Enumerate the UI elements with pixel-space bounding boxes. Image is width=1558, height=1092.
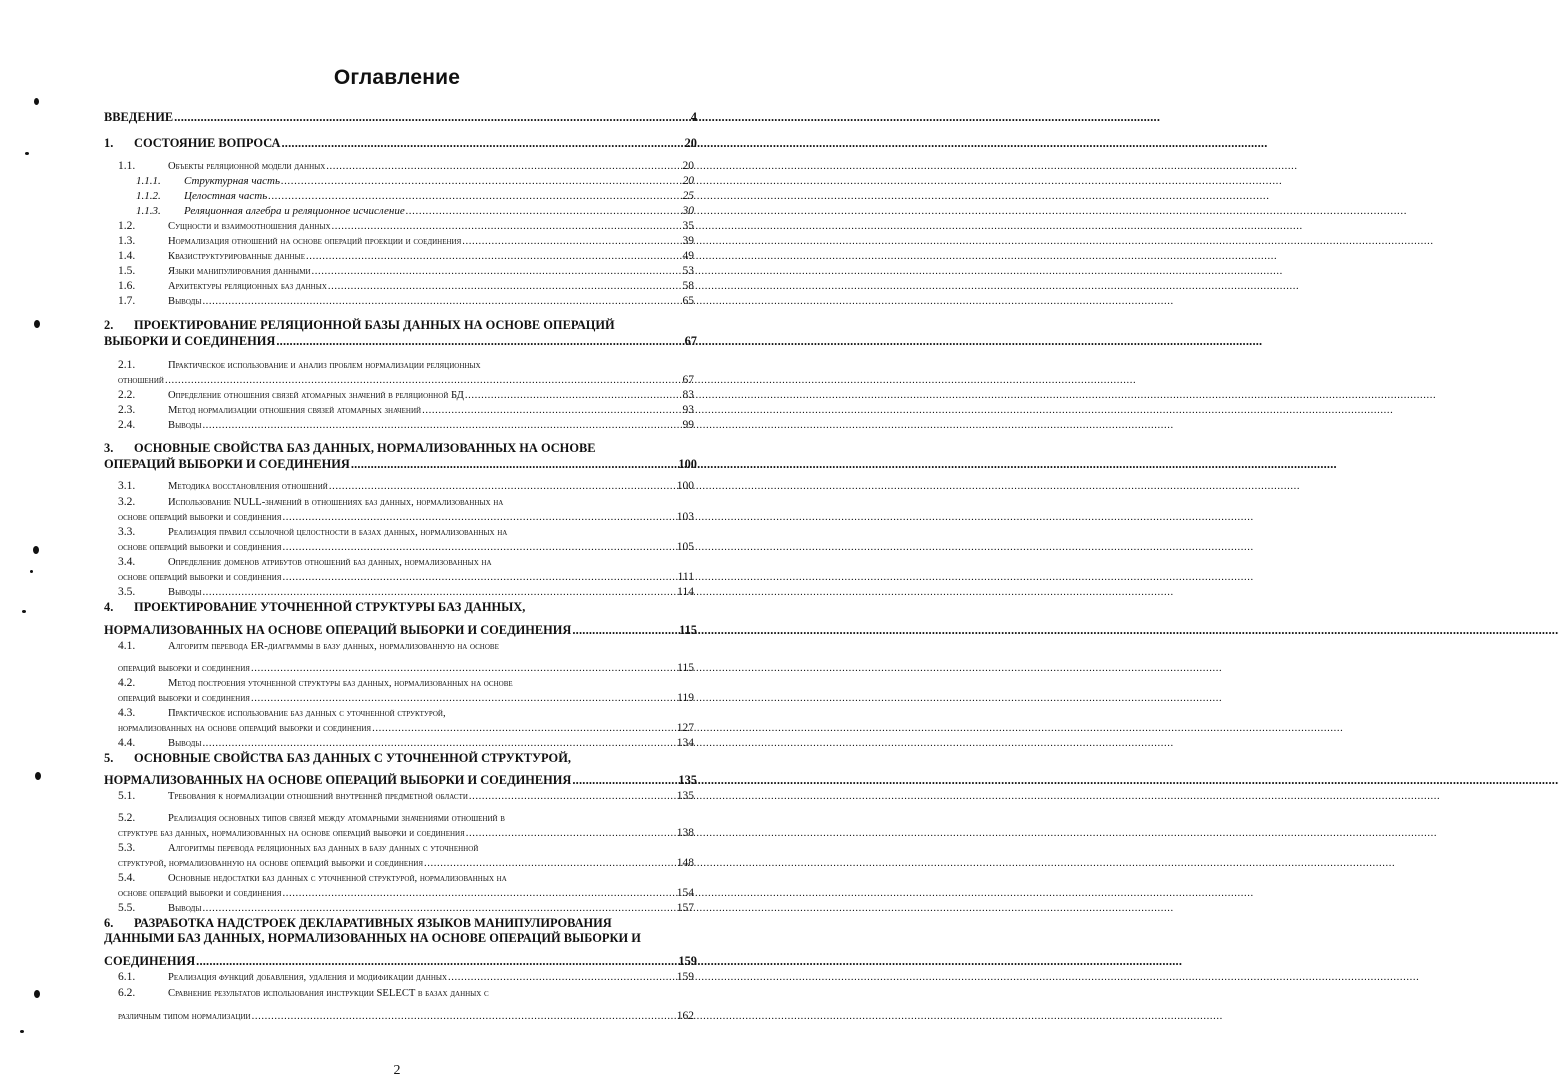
toc-number: 6.1.	[118, 971, 136, 983]
toc-title: Алгоритм перевода ER-диаграммы в базу данных, нормализованную на основе	[168, 641, 499, 652]
toc-number: 1.3.	[118, 235, 136, 247]
toc-chapter-line	[104, 623, 697, 638]
toc-page-number: 111	[677, 571, 694, 583]
toc-title: ВВЕДЕНИЕ	[104, 110, 174, 124]
toc-number: 1.1.1.	[136, 175, 161, 187]
toc-title: ОПЕРАЦИЙ ВЫБОРКИ И СОЕДИНЕНИЯ	[104, 457, 350, 471]
dot-leader	[201, 736, 675, 751]
toc-title: СОСТОЯНИЕ ВОПРОСА	[134, 136, 281, 150]
toc-title: Сущности и взаимоотношения данных	[168, 221, 331, 232]
toc-section-line	[118, 901, 694, 916]
toc-number: 3.5.	[118, 586, 136, 598]
toc-number: 3.3.	[118, 526, 136, 538]
toc-number: 2.	[104, 318, 114, 332]
toc-page-number: 134	[676, 737, 694, 749]
toc-section-line	[118, 676, 694, 691]
toc-section-line	[118, 159, 694, 174]
toc-number: 2.1.	[118, 359, 136, 371]
toc-chapter-line	[104, 318, 697, 333]
toc-section-line	[118, 294, 694, 309]
dot-leader	[421, 403, 681, 418]
toc-number: 5.3.	[118, 842, 136, 854]
toc-section-line	[118, 856, 694, 871]
toc-page-number: 93	[682, 404, 694, 416]
dot-leader	[281, 136, 684, 151]
toc-page-number: 135	[676, 790, 694, 802]
toc-title: основе операций выборки и соединения	[118, 572, 282, 583]
toc-page-number: 135	[678, 773, 697, 787]
toc-chapter-line	[104, 931, 697, 946]
toc-page-number: 20	[682, 175, 694, 187]
dot-leader	[350, 457, 678, 472]
toc-title: операций выборки и соединения	[118, 693, 250, 704]
toc-number: 3.	[104, 441, 114, 455]
toc-chapter-line	[104, 773, 697, 788]
toc-number: 5.2.	[118, 812, 136, 824]
toc-number: 2.3.	[118, 404, 136, 416]
dot-leader	[280, 174, 682, 189]
toc-page-number: 65	[682, 295, 694, 307]
toc-subsection-line	[136, 174, 694, 189]
toc-title: Использование NULL-значений в отношениях баз данных, нормализованных на	[168, 497, 504, 508]
dot-leader	[325, 159, 681, 174]
toc-title: структуре баз данных, нормализованных на основе операций выборки и соединения	[118, 828, 465, 839]
toc-page-number: 159	[676, 971, 694, 983]
toc-title: Структурная часть	[184, 175, 280, 187]
toc-title: Реализация правил ссылочной целостности в базах данных, нормализованных на	[168, 527, 508, 538]
toc-section-line	[118, 279, 694, 294]
toc-page-number: 103	[676, 511, 694, 523]
toc-page-number: 39	[682, 235, 694, 247]
toc-title: ДАННЫМИ БАЗ ДАННЫХ, НОРМАЛИЗОВАННЫХ НА ОСНОВЕ ОПЕРАЦИЙ ВЫБОРКИ И	[104, 931, 641, 945]
dot-leader	[331, 219, 682, 234]
toc-subsection-line	[136, 189, 694, 204]
toc-page-number: 53	[682, 265, 694, 277]
toc-number: 6.	[104, 916, 114, 930]
toc-page-number: 159	[678, 954, 697, 968]
toc-chapter-line	[104, 110, 697, 125]
toc-title: нормализованных на основе операций выборки и соединения	[118, 723, 372, 734]
toc-page-number: 127	[676, 722, 694, 734]
toc-title: Архитектуры реляционных баз данных	[168, 281, 327, 292]
scan-speck	[22, 610, 26, 613]
toc-section-line	[118, 555, 694, 570]
toc-title: Определение доменов атрибутов отношений баз данных, нормализованных на	[168, 557, 492, 568]
toc-page-number: 154	[676, 887, 694, 899]
toc-page-number: 83	[682, 389, 694, 401]
scan-speck	[33, 546, 39, 554]
dot-leader	[328, 479, 676, 494]
toc-title: отношений	[118, 375, 164, 386]
toc-number: 4.	[104, 600, 114, 614]
toc-section-line	[118, 886, 694, 901]
toc-section-line	[118, 219, 694, 234]
toc-section-line	[118, 841, 694, 856]
dot-leader	[281, 540, 675, 555]
toc-title: РАЗРАБОТКА НАДСТРОЕК ДЕКЛАРАТИВНЫХ ЯЗЫКОВ МАНИПУЛИРОВАНИЯ	[134, 916, 612, 930]
dot-leader	[251, 1009, 676, 1024]
toc-title: основе операций выборки и соединения	[118, 888, 282, 899]
toc-chapter-line	[104, 441, 697, 456]
toc-section-line	[118, 358, 694, 373]
toc-title: Выводы	[168, 420, 202, 431]
dot-leader	[571, 623, 678, 638]
toc-page-number: 115	[677, 662, 694, 674]
toc-page-number: 119	[677, 692, 694, 704]
toc-section-line	[118, 736, 694, 751]
scan-speck	[35, 772, 41, 780]
toc-number: 4.4.	[118, 737, 136, 749]
toc-title: Метод построения уточненной структуры баз данных, нормализованных на основе	[168, 678, 513, 689]
toc-section-line	[118, 249, 694, 264]
scan-speck	[30, 570, 33, 573]
toc-page-number: 138	[676, 827, 694, 839]
toc-section-line	[118, 871, 694, 886]
scan-speck	[34, 98, 39, 105]
toc-number: 4.3.	[118, 707, 136, 719]
toc-section-line	[118, 721, 694, 736]
toc-title: СОЕДИНЕНИЯ	[104, 954, 196, 968]
dot-leader	[201, 585, 676, 600]
toc-page-number: 100	[678, 457, 697, 471]
toc-title: Выводы	[168, 587, 202, 598]
toc-number: 5.5.	[118, 902, 136, 914]
toc-number: 1.1.3.	[136, 205, 161, 217]
toc-page-number: 25	[682, 190, 694, 202]
toc-title: ВЫБОРКИ И СОЕДИНЕНИЯ	[104, 334, 276, 348]
toc-title: Нормализация отношений на основе операций проекции и соединения	[168, 236, 462, 247]
toc-title: Алгоритмы перевода реляционных баз данных в базу данных с уточненной	[168, 843, 479, 854]
dot-leader	[281, 886, 675, 901]
page-number: 2	[393, 1063, 401, 1078]
dot-leader	[201, 294, 681, 309]
dot-leader	[468, 789, 676, 804]
toc-number: 1.1.2.	[136, 190, 161, 202]
toc-section-line	[118, 479, 694, 494]
toc-page-number: 67	[682, 374, 694, 386]
dot-leader	[173, 110, 690, 125]
dot-leader	[461, 234, 681, 249]
dot-leader	[571, 773, 677, 788]
toc-chapter-line	[104, 751, 697, 766]
toc-page-number: 35	[682, 220, 694, 232]
dot-leader	[275, 334, 683, 349]
toc-page-number: 58	[682, 280, 694, 292]
toc-title: ОСНОВНЫЕ СВОЙСТВА БАЗ ДАННЫХ С УТОЧНЕННОЙ СТРУКТУРОЙ,	[134, 751, 571, 765]
toc-title: структурой, нормализованную на основе операций выборки и соединения	[118, 858, 423, 869]
toc-section-line	[118, 826, 694, 841]
toc-chapter-line	[104, 136, 697, 151]
toc-number: 6.2.	[118, 987, 136, 999]
toc-number: 1.2.	[118, 220, 136, 232]
toc-number: 1.	[104, 136, 114, 150]
toc-title: ПРОЕКТИРОВАНИЕ РЕЛЯЦИОННОЙ БАЗЫ ДАННЫХ НА ОСНОВЕ ОПЕРАЦИЙ	[134, 318, 615, 332]
toc-section-line	[118, 706, 694, 721]
toc-section-line	[118, 970, 694, 985]
toc-title: ПРОЕКТИРОВАНИЕ УТОЧНЕННОЙ СТРУКТУРЫ БАЗ ДАННЫХ,	[134, 600, 526, 614]
dot-leader	[281, 570, 676, 585]
toc-title: НОРМАЛИЗОВАННЫХ НА ОСНОВЕ ОПЕРАЦИЙ ВЫБОРКИ И СОЕДИНЕНИЯ	[104, 623, 572, 637]
dot-leader	[201, 901, 675, 916]
toc-number: 4.1.	[118, 640, 136, 652]
page-title: Оглавление	[333, 66, 461, 89]
dot-leader	[447, 970, 676, 985]
toc-title: Практическое использование баз данных с уточненной структурой,	[168, 708, 446, 719]
toc-section-line	[118, 234, 694, 249]
toc-title: различным типом нормализации	[118, 1011, 251, 1022]
toc-number: 3.4.	[118, 556, 136, 568]
toc-title: Языки манипулирования данными	[168, 266, 311, 277]
toc-title: Целостная часть	[184, 190, 268, 202]
toc-title: Реализация функций добавления, удаления и модификации данных	[168, 972, 448, 983]
toc-page-number: 105	[676, 541, 694, 553]
toc-page-number: 20	[682, 160, 694, 172]
toc-title: Практическое использование и анализ проблем нормализации реляционных	[168, 360, 481, 371]
toc-title: основе операций выборки и соединения	[118, 512, 282, 523]
toc-section-line	[118, 540, 694, 555]
toc-section-line	[118, 403, 694, 418]
toc-title: Квазиструктурированные данные	[168, 251, 305, 262]
toc-page-number: 4	[690, 110, 697, 124]
toc-subsection-line	[136, 204, 694, 219]
toc-section-line	[118, 373, 694, 388]
scan-speck	[34, 990, 40, 998]
toc-number: 3.1.	[118, 480, 136, 492]
toc-page-number: 67	[684, 334, 697, 348]
toc-number: 1.5.	[118, 265, 136, 277]
toc-page-number: 115	[679, 623, 697, 637]
toc-section-line	[118, 811, 694, 826]
toc-number: 3.2.	[118, 496, 136, 508]
toc-chapter-line	[104, 916, 697, 931]
toc-section-line	[118, 388, 694, 403]
scan-speck	[34, 320, 40, 328]
toc-number: 5.4.	[118, 872, 136, 884]
toc-number: 5.1.	[118, 790, 136, 802]
dot-leader	[164, 373, 682, 388]
toc-section-line	[118, 525, 694, 540]
toc-section-line	[118, 986, 694, 1001]
toc-page-number: 157	[676, 902, 694, 914]
scan-speck	[25, 152, 29, 155]
dot-leader	[250, 691, 676, 706]
toc-page-number: 162	[676, 1010, 694, 1022]
toc-page-number: 100	[676, 480, 694, 492]
toc-title: Сравнение результатов использования инструкции SELECT в базах данных с	[168, 988, 489, 999]
dot-leader	[311, 264, 682, 279]
dot-leader	[281, 510, 675, 525]
dot-leader	[423, 856, 676, 871]
toc-number: 2.2.	[118, 389, 136, 401]
dot-leader	[405, 204, 682, 219]
toc-title: НОРМАЛИЗОВАННЫХ НА ОСНОВЕ ОПЕРАЦИЙ ВЫБОРКИ И СОЕДИНЕНИЯ	[104, 773, 572, 787]
dot-leader	[201, 418, 681, 433]
toc-number: 4.2.	[118, 677, 136, 689]
toc-title: Методика восстановления отношений	[168, 481, 328, 492]
toc-number: 5.	[104, 751, 114, 765]
toc-number: 1.1.	[118, 160, 136, 172]
toc-title: Объекты реляционной модели данных	[168, 161, 326, 172]
toc-chapter-line	[104, 600, 697, 615]
toc-section-line	[118, 510, 694, 525]
toc-number: 1.4.	[118, 250, 136, 262]
dot-leader	[371, 721, 676, 736]
toc-title: Определение отношения связей атомарных значений в реляционной БД	[168, 390, 464, 401]
toc-chapter-line	[104, 334, 697, 349]
dot-leader	[195, 954, 677, 969]
toc-number: 1.6.	[118, 280, 136, 292]
toc-number: 1.7.	[118, 295, 136, 307]
toc-title: Выводы	[168, 296, 202, 307]
toc-title: Реализация основных типов связей между атомарными значениями отношений в	[168, 813, 505, 824]
toc-title: основе операций выборки и соединения	[118, 542, 282, 553]
toc-page-number: 30	[682, 205, 694, 217]
toc-number: 2.4.	[118, 419, 136, 431]
dot-leader	[465, 826, 676, 841]
toc-page-number: 99	[682, 419, 694, 431]
toc-title: Основные недостатки баз данных с уточненной структурой, нормализованных на	[168, 873, 507, 884]
toc-section-line	[118, 789, 694, 804]
toc-section-line	[118, 691, 694, 706]
toc-title: ОСНОВНЫЕ СВОЙСТВА БАЗ ДАННЫХ, НОРМАЛИЗОВАННЫХ НА ОСНОВЕ	[134, 441, 596, 455]
scan-speck	[20, 1030, 24, 1033]
toc-title: Метод нормализации отношения связей атомарных значений	[168, 405, 422, 416]
toc-section-line	[118, 639, 694, 654]
toc-title: Реляционная алгебра и реляционное исчисление	[184, 205, 405, 217]
toc-page-number: 114	[677, 586, 694, 598]
toc-page-number: 49	[682, 250, 694, 262]
dot-leader	[250, 661, 676, 676]
toc-title: Выводы	[168, 738, 202, 749]
toc-page-number: 20	[684, 136, 697, 150]
toc-title: Выводы	[168, 903, 202, 914]
toc-title: операций выборки и соединения	[118, 663, 250, 674]
toc-section-line	[118, 1009, 694, 1024]
toc-page-number: 148	[676, 857, 694, 869]
toc-chapter-line	[104, 954, 697, 969]
toc-section-line	[118, 661, 694, 676]
toc-section-line	[118, 264, 694, 279]
toc-title: Требования к нормализации отношений внутренней предметной области	[168, 791, 468, 802]
toc-chapter-line	[104, 457, 697, 472]
toc-section-line	[118, 585, 694, 600]
dot-leader	[305, 249, 682, 264]
dot-leader	[327, 279, 682, 294]
toc-section-line	[118, 570, 694, 585]
toc-section-line	[118, 418, 694, 433]
toc-section-line	[118, 495, 694, 510]
dot-leader	[464, 388, 682, 403]
dot-leader	[267, 189, 681, 204]
